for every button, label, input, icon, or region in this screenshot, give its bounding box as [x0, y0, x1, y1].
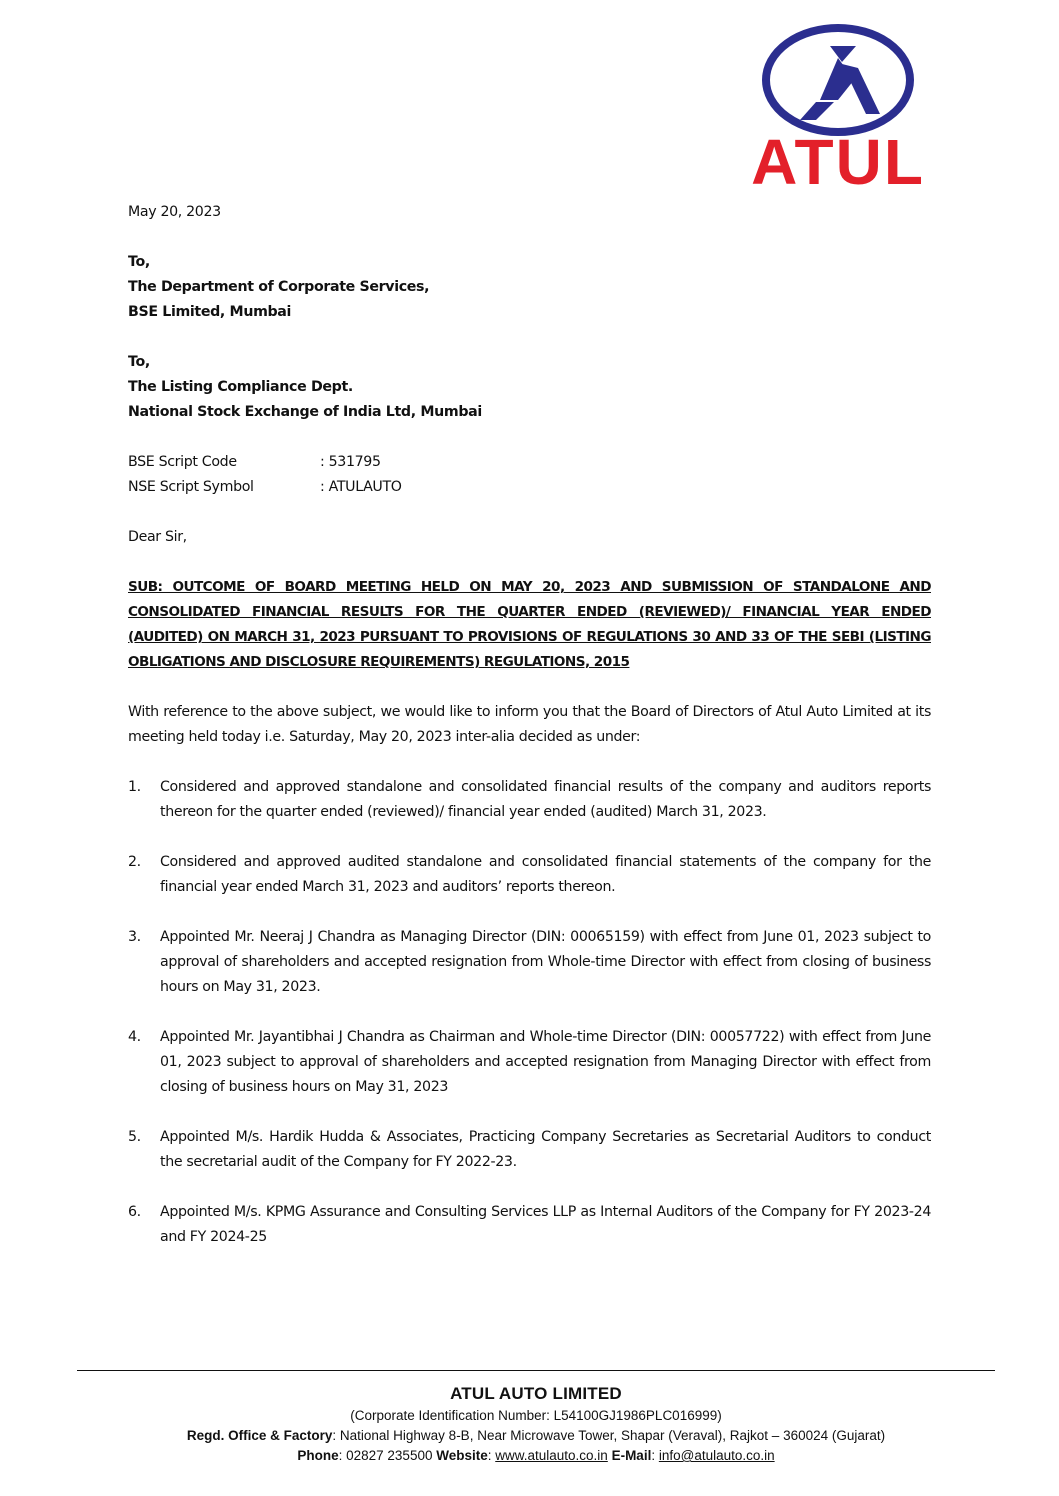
item-text: Appointed Mr. Neeraj J Chandra as Managing Director (DIN: 00065159) with effect from June 01, 2023 subject to approval of shareholders and accepted resignation from Whole-time Director with effect from closing of business hours on May 31, 2023. [160, 929, 931, 995]
item-number: 6. [128, 1204, 141, 1220]
item-number: 5. [128, 1129, 141, 1145]
bse-script-code-row [128, 450, 931, 475]
addressee-nse [128, 350, 931, 425]
item-text: Appointed M/s. KPMG Assurance and Consulting Services LLP as Internal Auditors of the Company for FY 2023-24 and FY 2024-25 [160, 1204, 931, 1245]
list-item [128, 775, 931, 825]
subject-line: SUB: OUTCOME OF BOARD MEETING HELD ON MAY 20, 2023 AND SUBMISSION OF STANDALONE AND CONSOLIDATED FINANCIAL RESULTS FOR THE QUARTER ENDED (REVIEWED)/ FINANCIAL YEAR ENDED (AUDITED) ON MARCH 31, 2023 PURSUANT TO PROVISIONS OF REGULATIONS 30 AND 33 OF THE SEBI (LISTING OBLIGATIONS AND DISCLOSURE REQUIREMENTS) REGULATIONS, 2015 [128, 579, 931, 670]
addressee-bse [128, 250, 931, 325]
item-number: 4. [128, 1029, 141, 1045]
list-item [128, 1200, 931, 1250]
addressee-greeting: To, [128, 254, 150, 270]
item-text: Appointed M/s. Hardik Hudda & Associates, Practicing Company Secretaries as Secretarial Auditors to conduct the secretarial audit of the Company for FY 2022-23. [160, 1129, 931, 1170]
footer-divider [77, 1370, 995, 1371]
email-sep: : [651, 1448, 659, 1463]
svg-text:ATUL: ATUL [751, 126, 925, 190]
addressee-greeting: To, [128, 354, 150, 370]
addressee-exchange: National Stock Exchange of India Ltd, Mumbai [128, 404, 482, 420]
item-number: 2. [128, 854, 141, 870]
list-item [128, 925, 931, 1000]
addressee-exchange: BSE Limited, Mumbai [128, 304, 292, 320]
footer-company-name: ATUL AUTO LIMITED [450, 1384, 622, 1403]
script-codes [128, 450, 931, 500]
website-sep: : [487, 1448, 496, 1463]
footer-cin: (Corporate Identification Number: L54100GJ1986PLC016999) [350, 1408, 722, 1423]
code-label: NSE Script Symbol [128, 479, 254, 495]
letter-date: May 20, 2023 [128, 204, 221, 220]
email-label: E-Mail [607, 1448, 652, 1463]
item-text: Considered and approved audited standalone and consolidated financial statements of the company for the financial year ended March 31, 2023 and auditors’ reports thereon. [160, 854, 931, 895]
footer-address [77, 1428, 995, 1443]
website-label: Website [436, 1448, 488, 1463]
item-number: 1. [128, 779, 141, 795]
list-item [128, 1025, 931, 1100]
item-text: Appointed Mr. Jayantibhai J Chandra as Chairman and Whole-time Director (DIN: 00057722) with effect from June 01, 2023 subject to approval of shareholders and accepted resignation from Managing Director with effect from closing of business hours on May 31, 2023 [160, 1029, 931, 1095]
phone-value: : 02827 235500 [338, 1448, 437, 1463]
website-link[interactable]: www.atulauto.co.in [495, 1448, 608, 1463]
salutation: Dear Sir, [128, 529, 187, 545]
intro-paragraph: With reference to the above subject, we would like to inform you that the Board of Directors of Atul Auto Limited at its meeting held today i.e. Saturday, May 20, 2023 inter-alia decided as under: [128, 704, 931, 745]
code-label: BSE Script Code [128, 454, 237, 470]
code-value: : 531795 [320, 454, 381, 470]
phone-label: Phone [297, 1448, 339, 1463]
item-text: Considered and approved standalone and consolidated financial results of the company and auditors reports thereon for the quarter ended (reviewed)/ financial year ended (audited) March 31, 2023. [160, 779, 931, 820]
item-number: 3. [128, 929, 141, 945]
code-value: : ATULAUTO [320, 479, 402, 495]
atul-logo-icon [738, 22, 938, 190]
office-value: : National Highway 8-B, Near Microwave Tower, Shapar (Veraval), Rajkot – 360024 (Gujarat) [332, 1428, 886, 1443]
nse-script-symbol-row [128, 475, 931, 500]
footer-contact [77, 1448, 995, 1463]
list-item [128, 1125, 931, 1175]
list-item [128, 850, 931, 900]
addressee-department: The Listing Compliance Dept. [128, 379, 353, 395]
email-link[interactable]: info@atulauto.co.in [658, 1448, 775, 1463]
office-label: Regd. Office & Factory [186, 1428, 333, 1443]
addressee-department: The Department of Corporate Services, [128, 279, 430, 295]
